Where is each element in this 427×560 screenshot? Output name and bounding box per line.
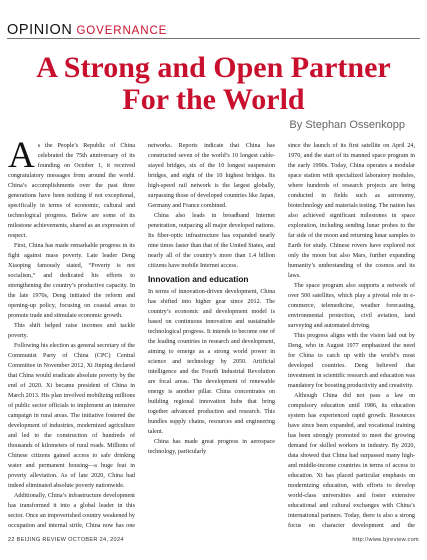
paragraph: This shift helped raise incomes and tackle poverty. (8, 323, 135, 339)
paragraph: China also leads in broadband Internet penetration, outpacing all major developed nations. Its fiber-optic infrastructure has expanded nearly nine times faster than that of the United States, and nearly all of the country’s more than 1.4 billion citizens have mobile Internet access. (148, 213, 275, 269)
paragraph: Although China did not pass a law on compulsory education until 1986, its education system has experienced rapid growth. Resources have since been expanded, and vocational training has been strongly promoted to meet the growing demand for skilled workers in industry. By 2020, data showed that China had surpassed many high- and middle-income countries in terms of access to education. Xi has placed particular emphasis on modernizing education, with efforts to develop world-class universities and foster extensive educational and cultural exchanges with China’s international partners. Today, there is also a strong focus on character development and the (288, 393, 415, 529)
paragraph: China has made great progress in aerospace technology, particularly (148, 439, 275, 455)
title-line-2: For the World (122, 83, 305, 116)
paragraph: In terms of innovation-driven development, China has shifted into higher gear since 2012. The country’s economic and development model is based on continuous innovation and sustainable technological progress. It intends to become one of the leading countries in research and development, aiming to emerge as a strong world power in science and technology by 2050. Artificial intelligence and the Fourth Industrial Revolution are focal areas. The development of renewable energy is another pillar. China concentrates on building regional innovation hubs that bring together advanced production and research. This bundles supply chains, resources and engineering talent. (148, 289, 275, 435)
footer-publication: 22 BEIJING REVIEW OCTOBER 24, 2024 (8, 537, 124, 543)
paragraph: This progress aligns with the vision laid out by Deng, who in August 1977 emphasized the need for China to catch up with the world’s most developed countries. Deng believed that investment in scientific research and education was mandatory for boosting productivity and creativity. (288, 333, 415, 389)
column-2 (148, 141, 275, 531)
paragraph: Following his election as general secretary of the Communist Party of China (CPC) Central Committee in November 2012, Xi Jinping declared that China would eradicate absolute poverty by the end of 2020. Xi became president of China in March 2013. His plan involved mobilizing millions of public sector officials to implement an intensive campaign in rural areas. The initiative fostered the development of industries, modernized agriculture and led to the construction of hundreds of thousands of kilometers of rural roads. Millions of Chinese citizens gained access to safe drinking water and permanent housing—a huge feat in poverty alleviation. As of late 2020, China had indeed eliminated absolute poverty nationwide. (8, 343, 135, 489)
paragraph: First, China has made remarkable progress in its fight against mass poverty. Late leader Deng Xiaoping famously stated, “Poverty is not socialism,” and dedicated his efforts to strengthening the country’s productive capacity. In the late 1970s, Deng initiated the reform and opening-up policy, focusing on coastal areas to promote trade and stimulate economic growth. (8, 243, 135, 319)
paragraph (8, 141, 135, 241)
section-label: OPINION (7, 22, 73, 38)
column-1 (8, 141, 135, 531)
drop-cap: A (8, 141, 35, 176)
article-title (0, 52, 427, 116)
subheading: Innovation and education (148, 274, 249, 284)
paragraph: Additionally, China’s infrastructure development has transformed it into a global leader in this sector. Once an impoverished country weakened by occupation and internal strife, China now has one (8, 493, 135, 529)
page-footer (8, 537, 419, 543)
header-rule (7, 38, 420, 39)
column-3 (288, 141, 415, 531)
paragraph: networks. Reports indicate that China has constructed seven of the world’s 10 longest cable-stayed bridges, six of the 10 longest suspension bridges, and eight of the 10 highest bridges. Its high-speed rail network is the largest globally, surpassing those of developed countries like Japan, Germany and France combined. (148, 143, 275, 209)
section-sublabel: GOVERNANCE (76, 25, 168, 37)
footer-url[interactable]: http://www.bjreview.com (352, 537, 419, 543)
paragraph: The space program also supports a network of over 500 satellites, which play a pivotal role in e-commerce, telemedicine, weather forecasting, environmental protection, civil aviation, land surveying and automated driving. (288, 283, 415, 329)
title-line-1: A Strong and Open Partner (36, 51, 391, 84)
section-header (7, 22, 167, 38)
paragraph: since the launch of its first satellite on April 24, 1970, and the start of its manned space program in the early 1990s. Today, China operates a modular space station with specialized laboratory modules, where hundreds of research projects are being conducted in fields such as astronomy, biotechnology and materials testing. The nation has also achieved significant milestones in space exploration, including sending lunar probes to the far side of the moon and returning lunar samples to Earth for study. Chinese rovers have explored not only the moon but also Mars, further expanding humanity’s understanding of the cosmos and its laws. (288, 143, 415, 279)
byline: By Stephan Ossenkopp (289, 119, 405, 131)
paragraph-text: s the People’s Republic of China celebrated the 75th anniversary of its founding on October 1, it received congratulatory messages from around the world. China’s accomplishments over the past three generations have been nothing if not exceptional, specifically in terms of economic, cultural and technological progress. Below are some of its milestone achievements, shared as an expression of respect. (8, 143, 135, 239)
